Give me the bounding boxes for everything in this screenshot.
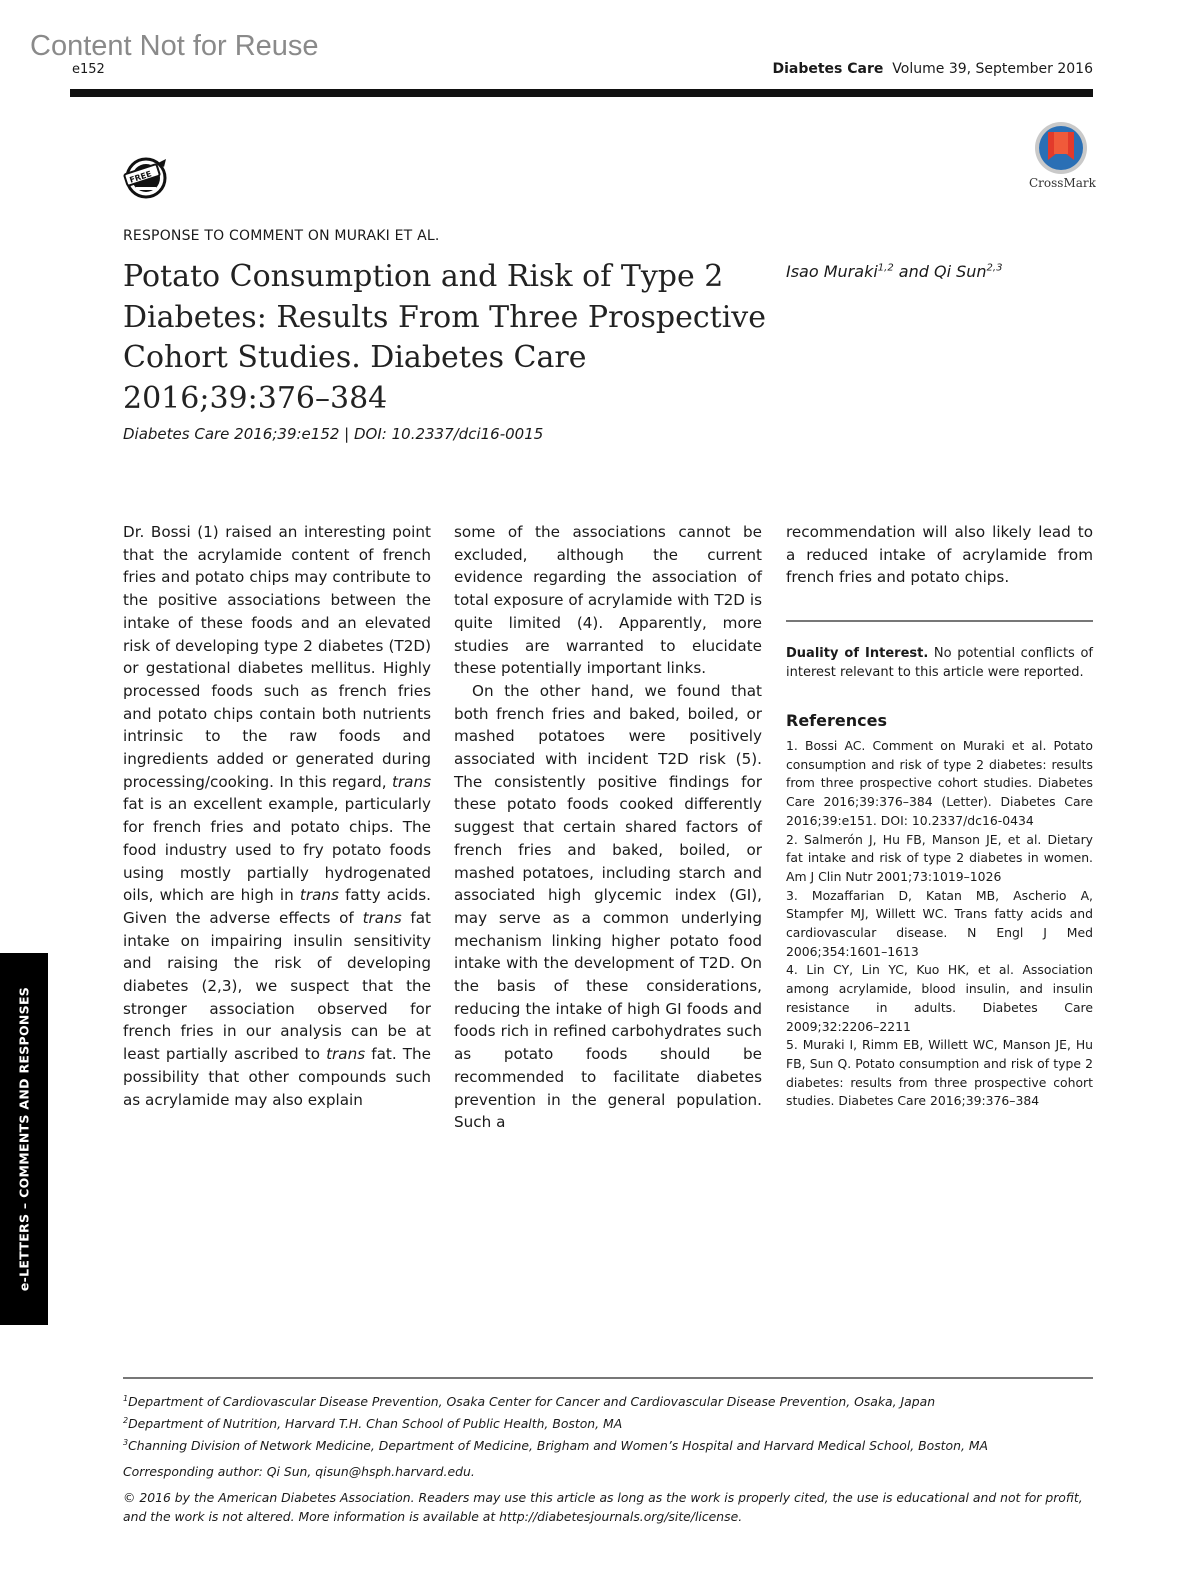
reference-item: 1. Bossi AC. Comment on Muraki et al. Potato consumption and risk of type 2 diabetes: results from three prospective cohort studies. Diabetes Care 2016;39:376–384 (Letter). Diabetes Care 2016;39:e151. DOI: 10.2337/dc16-0434 bbox=[786, 738, 1093, 828]
journal-issue: Volume 39, September 2016 bbox=[892, 61, 1093, 77]
author-conjunction: and bbox=[898, 262, 929, 281]
watermark: Content Not for Reuse bbox=[30, 30, 319, 62]
footnote-rule bbox=[123, 1377, 1093, 1379]
article-kicker: RESPONSE TO COMMENT ON MURAKI ET AL. bbox=[123, 228, 440, 244]
article-citation: Diabetes Care 2016;39:e152 | DOI: 10.2337/dci16-0015 bbox=[123, 425, 544, 443]
footnotes bbox=[123, 1389, 1093, 1526]
body-paragraph: On the other hand, we found that both french fries and baked, boiled, or mashed potatoes were positively associated with incident T2D risk (5). The consistently positive findings for these potato foods cooked differently suggest that certain shared factors of french fries and baked, boiled, or mashed potatoes, including starch and associated high glycemic index (GI), may serve as a common underlying mechanism linking higher potato food intake with the development of T2D. On the basis of these considerations, reducing the intake of high GI foods and foods rich in refined carbohydrates such as potato foods should be recommended to facilitate diabetes prevention in the general population. Such a bbox=[454, 681, 762, 1132]
author-affiliation: 1,2 bbox=[877, 262, 894, 274]
references-heading: References bbox=[786, 711, 887, 730]
affiliation-line: $^1$Department of Cardiovascular Disease Prevention, Osaka Center for Cancer and Cardiovascular Disease Prevention, Osaka, Japan bbox=[123, 1394, 936, 1410]
author-name: Isao Muraki bbox=[786, 262, 878, 281]
body-paragraph: some of the associations cannot be excluded, although the current evidence regarding the association of total exposure of acrylamide with T2D is quite limited (4). Apparently, more studies are warranted to elucidate these potentially important links. bbox=[454, 523, 762, 678]
free-badge-icon bbox=[122, 155, 170, 199]
reference-item: 4. Lin CY, Lin YC, Kuo HK, et al. Association among acrylamide, blood insulin, and insulin resistance in adults. Diabetes Care 2009;32:2206–2211 bbox=[786, 962, 1093, 1034]
crossmark-label[interactable]: CrossMark bbox=[1029, 176, 1096, 190]
page-number: e152 bbox=[72, 62, 105, 77]
references-list bbox=[786, 737, 1093, 1111]
free-badge-label: FREE bbox=[128, 169, 153, 185]
body-paragraph: Dr. Bossi (1) raised an interesting point that the acrylamide content of french fries and potato chips may contribute to the positive associations between the intake of these foods and an elevated risk of developing type 2 diabetes (T2D) or gestational diabetes mellitus. Highly processed foods such as french fries and potato chips contain both nutrients intrinsic to the raw foods and ingredients added or generated during processing/cooking. In this regard, trans fat is an excellent example, particularly for french fries and potato chips. The food industry used to fry potato foods using mostly partially hydrogenated oils, which are high in trans fatty acids. Given the adverse effects of trans fat intake on impairing insulin sensitivity and raising the risk of developing diabetes (2,3), we suspect that the stronger association observed for french fries in our analysis can be at least partially ascribed to trans fat. The possibility that other compounds such as acrylamide may also explain bbox=[123, 523, 432, 1109]
authors bbox=[786, 262, 1002, 281]
duality-label: Duality of Interest. bbox=[786, 646, 929, 661]
duality-of-interest bbox=[786, 644, 1093, 682]
author-name: Qi Sun bbox=[933, 262, 987, 281]
body-paragraph: recommendation will also likely lead to a reduced intake of acrylamide from french fries and potato chips. bbox=[786, 523, 1093, 587]
body-column-3 bbox=[786, 521, 1093, 589]
affiliation-line: $^3$Channing Division of Network Medicine, Department of Medicine, Brigham and Women’s Hospital and Harvard Medical School, Boston, MA bbox=[123, 1438, 989, 1454]
header-rule bbox=[70, 89, 1093, 97]
reference-item: 3. Mozaffarian D, Katan MB, Ascherio A, Stampfer MJ, Willett WC. Trans fatty acids and cardiovascular disease. N Engl J Med 2006;354:1601–1613 bbox=[786, 887, 1093, 959]
corresponding-author: Corresponding author: Qi Sun, qisun@hsph.harvard.edu. bbox=[123, 1464, 475, 1480]
copyright-notice: © 2016 by the American Diabetes Association. Readers may use this article as long as the work is properly cited, the use is educational and not for profit, and the work is not altered. More information is available at http://diabetesjournals.org/site/license. bbox=[123, 1490, 1083, 1525]
section-rule bbox=[786, 620, 1093, 622]
affiliation-line: $^2$Department of Nutrition, Harvard T.H. Chan School of Public Health, Boston, MA bbox=[123, 1416, 623, 1432]
body-column-2 bbox=[454, 521, 762, 1134]
article-title: Potato Consumption and Risk of Type 2 Diabetes: Results From Three Prospective Cohort Studies. Diabetes Care 2016;39:376–384 bbox=[123, 259, 766, 416]
reference-item: 5. Muraki I, Rimm EB, Willett WC, Manson JE, Hu FB, Sun Q. Potato consumption and risk of type 2 diabetes: results from three prospective cohort studies. Diabetes Care 2016;39:376–384 bbox=[786, 1037, 1093, 1109]
body-column-1 bbox=[123, 521, 431, 1111]
section-side-tab-label: e-LETTERS – COMMENTS AND RESPONSES bbox=[16, 986, 32, 1292]
journal-name: Diabetes Care bbox=[772, 61, 884, 77]
duality-text: No potential conflicts of interest relevant to this article were reported. bbox=[786, 646, 1093, 680]
reference-item: 2. Salmerón J, Hu FB, Manson JE, et al. Dietary fat intake and risk of type 2 diabetes in women. Am J Clin Nutr 2001;73:1019–1026 bbox=[786, 831, 1093, 884]
running-head bbox=[772, 61, 1093, 77]
author-affiliation: 2,3 bbox=[986, 262, 1003, 274]
